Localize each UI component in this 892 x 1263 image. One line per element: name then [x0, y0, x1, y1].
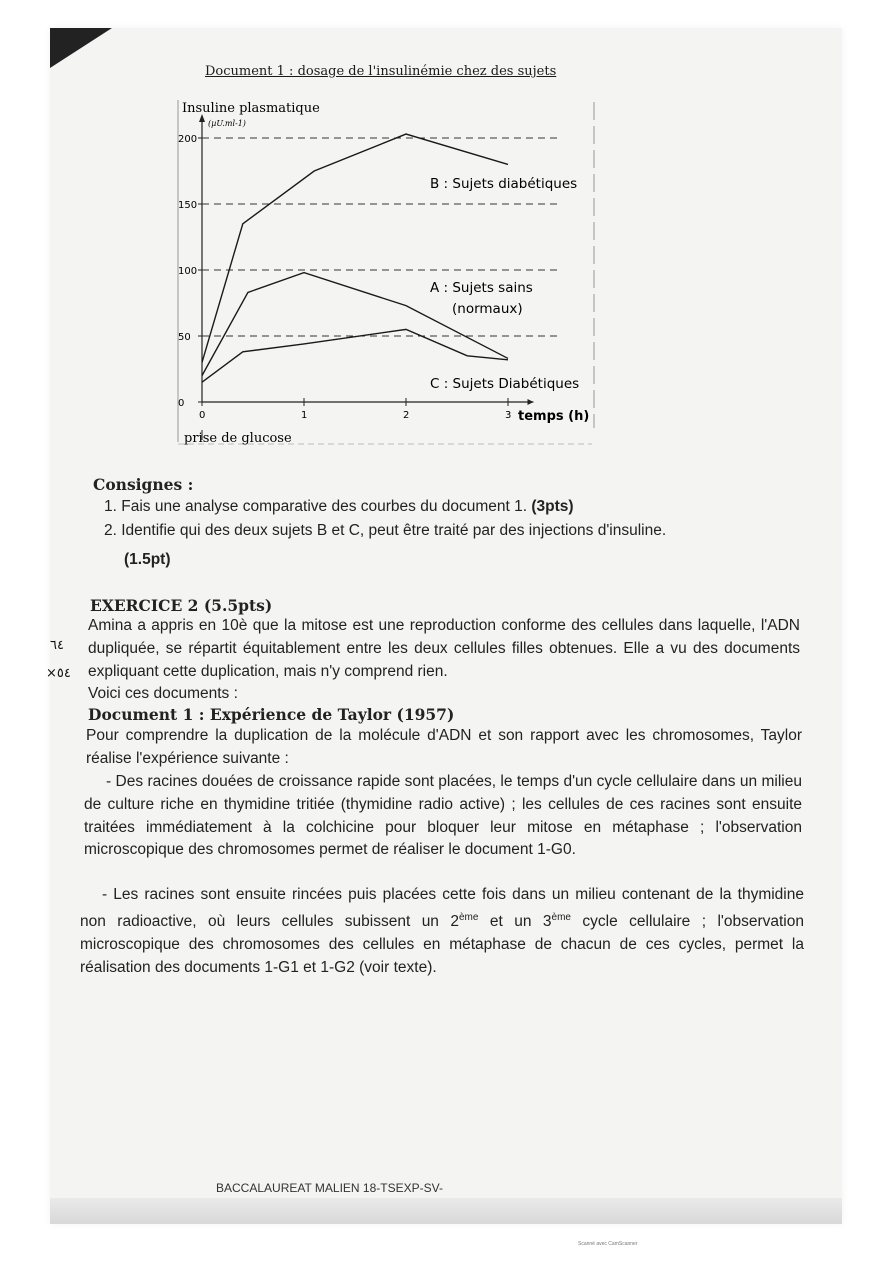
x-tick-label-3: 3	[505, 410, 512, 421]
document1-taylor-intro: Pour comprendre la duplication de la molécule d'ADN et son rapport avec les chromosomes, Taylor réalise l'expérience suivante :	[86, 727, 802, 767]
curve-label-a2: (normaux)	[452, 301, 523, 317]
y-tick-label-50: 50	[178, 332, 191, 343]
footer-text: BACCALAUREAT MALIEN 18-TSEXP-SV-	[216, 1181, 443, 1195]
exercice2-intro: Amina a appris en 10è que la mitose est une reproduction conforme des cellules dans laquelle, l'ADN dupliquée, se répartit équitablement entre les deux cellules filles obtenues. Elle a vu des documents expliquant cette duplication, mais n'y comprend rien.	[88, 617, 800, 680]
document1-title: Document 1 : dosage de l'insulinémie chez des sujets	[205, 64, 557, 79]
x-tick-label-1: 1	[301, 410, 308, 421]
bullet-2-part-c: cycle cellulaire ; l'observation microscopique des chromosomes des cellules en métaphase de chacun de ces cycles, permet la réalisation des documents 1-G1 et 1-G2 (voir texte).	[80, 912, 804, 976]
bullet-2-part-b: et un 3	[478, 912, 552, 930]
y-tick-label-100: 100	[178, 266, 198, 277]
consigne-1-text: Fais une analyse comparative des courbes du document 1.	[121, 498, 528, 515]
x-tick-label-0: 0	[199, 410, 206, 421]
consigne-2-number: 2.	[104, 522, 117, 539]
taylor-bullet-1: - Des racines douées de croissance rapide sont placées, le temps d'un cycle cellulaire dans un milieu de culture riche en thymidine tritiée (thymidine radio active) ; les cellules de ces racines sont ensuite traitées immédiatement à la colchicine pour bloquer leur mitose en métaphase ; l'observation microscopique des chromosomes permet de réaliser le document 1-G0.	[84, 773, 802, 859]
scan-shadow	[50, 1198, 842, 1224]
x-tick-label-2: 2	[403, 410, 410, 421]
bullet-2-sup-2: ème	[551, 911, 571, 923]
taylor-bullet-2	[80, 884, 804, 979]
exercice2-heading: EXERCICE 2 (5.5pts)	[90, 596, 273, 615]
y-axis-label: Insuline plasmatique	[182, 101, 320, 116]
curve-label-c: C : Sujets Diabétiques	[430, 376, 580, 392]
consigne-1-points: (3pts)	[531, 498, 574, 515]
margin-mark-2: ×٥٤	[46, 666, 71, 681]
insulin-chart	[172, 92, 598, 450]
y-tick-label-150: 150	[178, 200, 198, 211]
x-axis-arrow	[528, 399, 534, 405]
consigne-item-2	[104, 520, 814, 543]
y-tick-label-200: 200	[178, 134, 198, 145]
margin-mark-1: ٦٤	[50, 638, 64, 653]
consigne-item-1	[104, 496, 814, 519]
exercice2-voici: Voici ces documents :	[88, 685, 238, 702]
curve-label-b: B : Sujets diabétiques	[430, 176, 578, 192]
y-axis-unit: (µU.ml-1)	[208, 119, 246, 128]
consigne-1-number: 1.	[104, 498, 117, 515]
bullet-2-part-a: - Les racines sont ensuite rincées puis placées cette fois dans un milieu contenant de la thymidine non radioactive, où leurs cellules subissent un 2	[80, 886, 804, 930]
consigne-2-points: (1.5pt)	[124, 551, 171, 568]
bullet-2-sup-1: ème	[458, 911, 479, 923]
document1-taylor-heading: Document 1 : Expérience de Taylor (1957)	[88, 705, 455, 724]
folded-corner	[50, 28, 112, 68]
y-tick-label-0: 0	[178, 398, 185, 409]
scanner-watermark: Scanné avec CamScanner	[578, 1241, 638, 1247]
consignes-heading: Consignes :	[93, 475, 194, 494]
curve-b-diabetic	[202, 134, 508, 362]
consigne-2-text: Identifie qui des deux sujets B et C, peut être traité par des injections d'insuline.	[121, 522, 667, 539]
x-axis-label: temps (h)	[518, 409, 590, 424]
curve-label-a1: A : Sujets sains	[430, 280, 533, 296]
curve-c-diabetic	[202, 329, 508, 382]
x-origin-label: prise de glucose	[184, 431, 292, 446]
